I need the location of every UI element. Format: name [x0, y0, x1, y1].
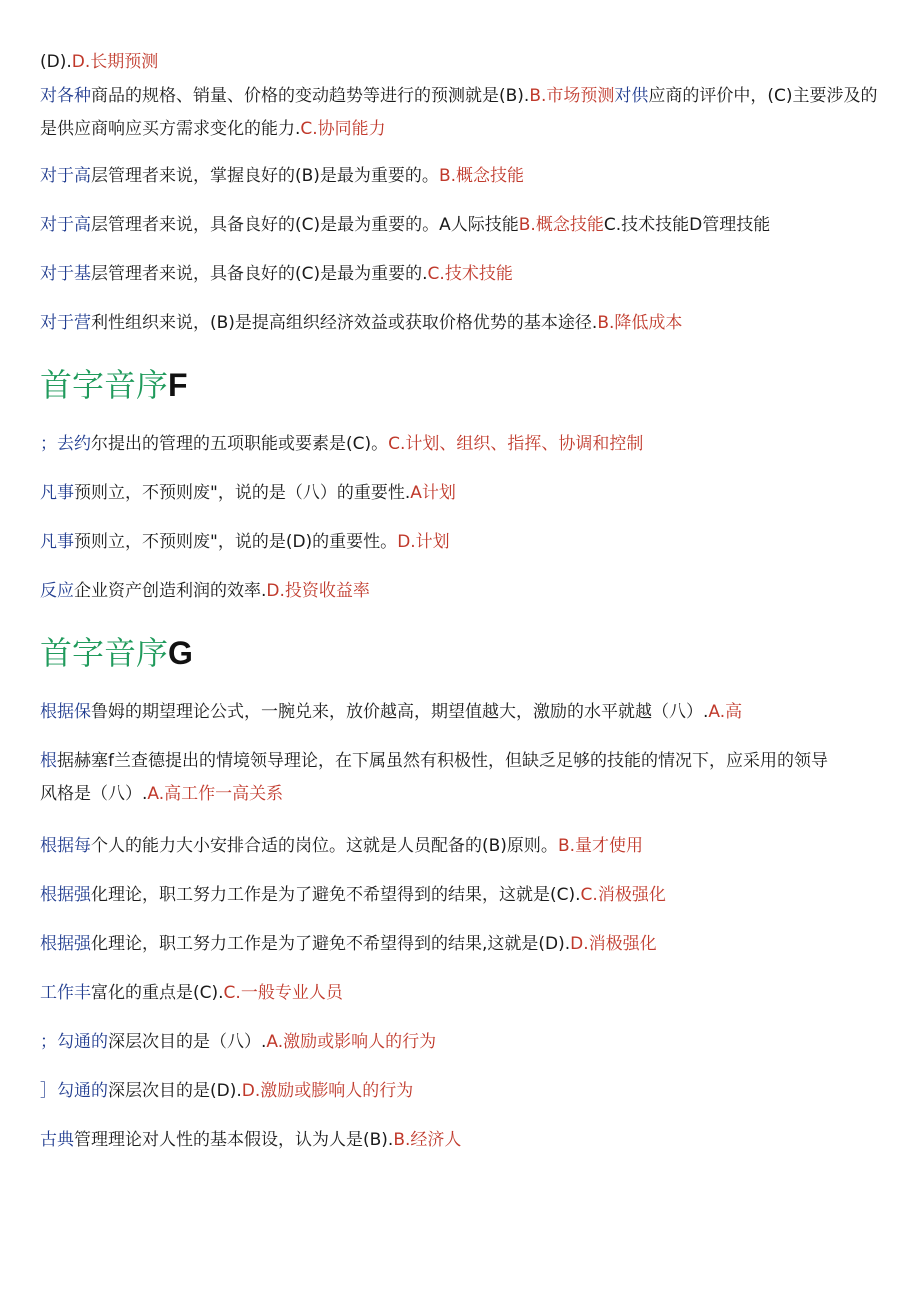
entry-answer: D.长期预测 [71, 52, 159, 72]
entry-answer: C.一般专业人员 [223, 983, 343, 1003]
entry-question: 企业资产创造利润的效率. [74, 581, 267, 601]
entry-question: 商品的规格、销量、价格的变动趋势等进行的预测就是(B). [91, 86, 530, 106]
entry-keyword: 古典 [40, 1130, 74, 1150]
entry-question: 个人的能力大小安排合适的岗位。这就是人员配备的(B)原则。 [91, 836, 558, 856]
entry-keyword: 根据每 [40, 836, 91, 856]
entry-answer: B.概念技能 [518, 215, 604, 235]
entry-keyword: 凡事 [40, 483, 74, 503]
heading-letter: G [168, 635, 193, 671]
entry-question: 层管理者来说，掌握良好的(B)是最为重要的。 [91, 166, 439, 186]
entry-keyword: 对于高 [40, 215, 91, 235]
entry-staffing-principle [40, 834, 880, 858]
entry-reinforcement-c [40, 883, 880, 907]
entry-answer: D.消极强化 [570, 934, 657, 954]
entry-roi [40, 579, 880, 603]
entry-plan-importance-a [40, 481, 880, 505]
entry-question: 预则立，不预则废"，说的是（八）的重要性. [74, 483, 411, 503]
entry-answer: C.消极强化 [580, 885, 666, 905]
entry-answer: C.计划、组织、指挥、协调和控制 [388, 434, 644, 454]
heading-letter: F [168, 367, 188, 403]
entry-keyword: 根据强 [40, 885, 91, 905]
entry-reduce-cost [40, 311, 880, 335]
entry-question: 尔提出的管理的五项职能或要素是(C)。 [91, 434, 389, 454]
entry-question: 管理理论对人性的基本假设，认为人是(B). [74, 1130, 394, 1150]
heading-text: 首字音序 [40, 634, 169, 672]
entry-answer: B.量才使用 [557, 836, 644, 856]
entry-question: 深层次目的是（八）. [108, 1032, 267, 1052]
entry-answer: A.高工作一高关系 [147, 784, 284, 804]
entry-keyword: 凡事 [40, 532, 74, 552]
entry-question: 化理论，职工努力工作是为了避免不希望得到的结果,这就是(D). [91, 934, 571, 954]
entry-question: 层管理者来说，具备良好的(C)是最为重要的。A人际技能 [91, 215, 519, 235]
entry-question: 层管理者来说，具备良好的(C)是最为重要的. [91, 264, 428, 284]
entry-question-2: C.技术技能D管理技能 [603, 215, 771, 235]
entry-base-technical-skill [40, 262, 880, 286]
entry-keyword: ］勾通的 [40, 1081, 108, 1101]
entry-answer-2: C.协同能力 [300, 119, 386, 139]
entry-d-long-term-forecast [40, 50, 880, 74]
entry-communication-d [40, 1079, 880, 1103]
entry-answer: D.激励或膨响人的行为 [241, 1081, 414, 1101]
entry-senior-skill-options [40, 213, 880, 237]
entry-keyword: 根 [40, 751, 57, 771]
entry-question-2: 应商的评价中，(C)主要涉及的是供应商响应买方需求变化的能力. [40, 86, 878, 139]
entry-answer: D.投资收益率 [266, 581, 370, 601]
entry-plan-importance-d [40, 530, 880, 554]
entry-question: 鲁姆的期望理论公式，一腕兑来，放价越高，期望值越大，激励的水平就越（八）. [91, 702, 709, 722]
entry-expectancy-theory [40, 700, 880, 724]
section-heading-g [40, 633, 193, 673]
entry-keyword: 工作丰 [40, 983, 91, 1003]
entry-market-forecast [40, 80, 880, 146]
entry-answer: B.市场预测 [529, 86, 615, 106]
entry-question: 化理论，职工努力工作是为了避免不希望得到的结果，这就是(C). [91, 885, 581, 905]
entry-answer: B.概念技能 [438, 166, 525, 186]
heading-text: 首字音序 [40, 366, 169, 404]
entry-answer: A.激励或影响人的行为 [266, 1032, 437, 1052]
entry-question: 预则立，不预则废"，说的是(D)的重要性。 [74, 532, 398, 552]
entry-answer: D.计划 [397, 532, 450, 552]
entry-keyword: 对于基 [40, 264, 91, 284]
entry-question: 深层次目的是(D). [108, 1081, 242, 1101]
entry-question: 利性组织来说，(B)是提高组织经济效益或获取价格优势的基本途径. [91, 313, 598, 333]
entry-question: 据赫塞f兰查德提出的情境领导理论，在下属虽然有积极性，但缺乏足够的技能的情况下，应采用的领导风格是（八）. [40, 751, 828, 804]
entry-keyword: ；勾通的 [40, 1032, 108, 1052]
entry-answer: A计划 [410, 483, 456, 503]
entry-job-enrichment [40, 981, 880, 1005]
entry-answer: B.降低成本 [597, 313, 683, 333]
entry-keyword: 根据保 [40, 702, 91, 722]
entry-economic-man [40, 1128, 880, 1152]
entry-keyword: 对于营 [40, 313, 91, 333]
section-heading-f [40, 365, 188, 405]
entry-answer: C.技术技能 [427, 264, 513, 284]
entry-keyword: 反应 [40, 581, 74, 601]
entry-communication-a [40, 1030, 880, 1054]
entry-keyword: 根据强 [40, 934, 91, 954]
entry-question: (D). [40, 52, 72, 72]
entry-senior-concept-skill [40, 164, 880, 188]
entry-answer: B.经济人 [393, 1130, 462, 1150]
entry-reinforcement-d [40, 932, 880, 956]
entry-answer: A.高 [708, 702, 743, 722]
entry-question: 富化的重点是(C). [91, 983, 224, 1003]
entry-situational-leadership [40, 745, 840, 811]
entry-keyword: 对各种 [40, 86, 91, 106]
entry-keyword-2: 对供 [614, 86, 649, 106]
entry-keyword: ；去约 [40, 434, 91, 454]
entry-fayol-functions [40, 432, 880, 456]
entry-keyword: 对于高 [40, 166, 91, 186]
